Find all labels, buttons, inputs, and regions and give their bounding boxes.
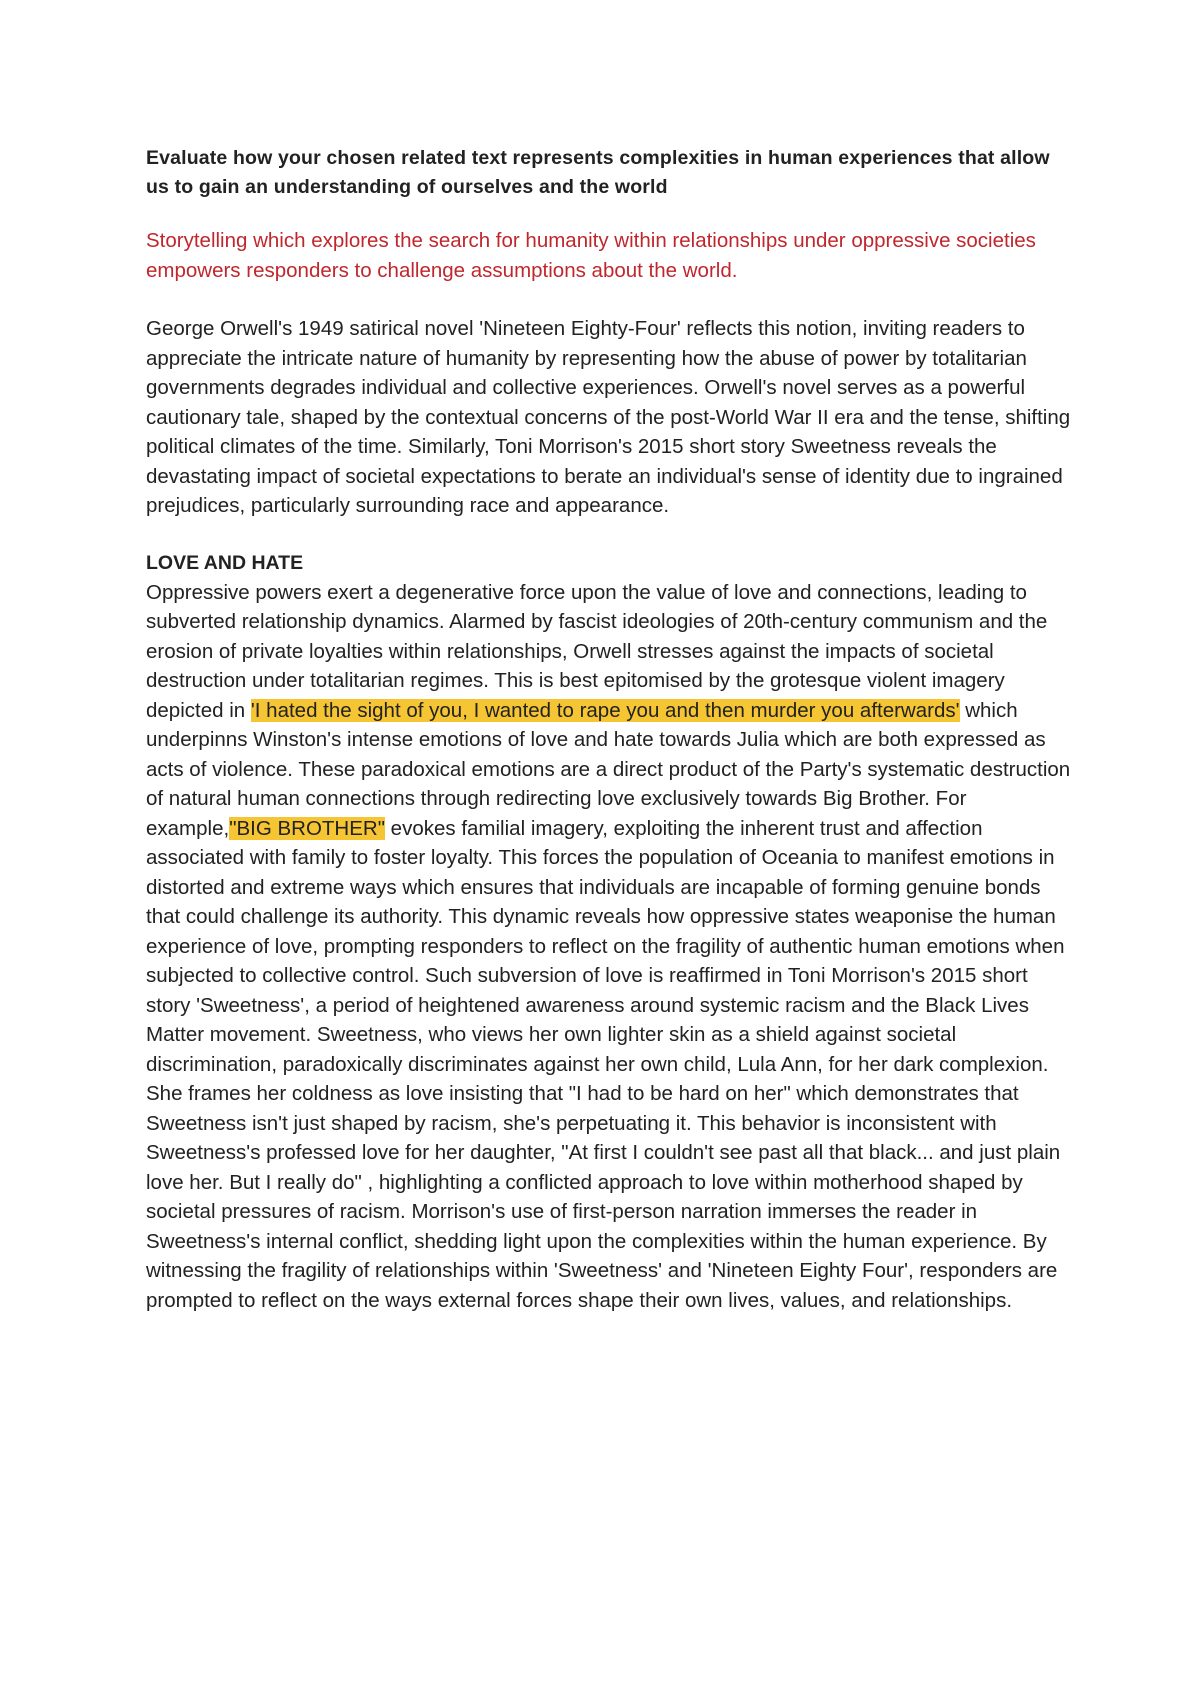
body-paragraph [146, 578, 1076, 1316]
highlighted-quote-1: 'I hated the sight of you, I wanted to rape you and then murder you afterwards' [250, 698, 960, 722]
document-page [146, 144, 1076, 1315]
body-text-part-1: Oppressive powers exert a degenerative force upon the value of love and connections, leading to subverted relationship dynamics. Alarmed by fascist ideologies of 20th-century communism and the erosion of private loyalties within relationships, Orwell stresses against the impacts of societal destruction under totalitarian regimes. This is best epitomised by the grotesque violent imagery depicted in [146, 580, 1048, 722]
intro-paragraph: George Orwell's 1949 satirical novel 'Nineteen Eighty-Four' reflects this notion, inviting readers to appreciate the intricate nature of humanity by representing how the abuse of power by totalitarian governments degrades individual and collective experiences. Orwell's novel serves as a powerful cautionary tale, shaped by the contextual concerns of the post-World War II era and the tense, shifting political climates of the time. Similarly, Toni Morrison's 2015 short story Sweetness reveals the devastating impact of societal expectations to berate an individual's sense of identity due to ingrained prejudices, particularly surrounding race and appearance. [146, 317, 1071, 517]
highlighted-quote-2: "BIG BROTHER" [229, 816, 385, 840]
section-heading: LOVE AND HATE [146, 551, 304, 574]
body-text-part-3: evokes familial imagery, exploiting the inherent trust and affection associated with family to foster loyalty. This forces the population of Oceania to manifest emotions in distorted and extreme ways which ensures that individuals are incapable of forming genuine bonds that could challenge its authority. This dynamic reveals how oppressive states weaponise the human experience of love, prompting responders to reflect on the fragility of authentic human emotions when subjected to collective control. Such subversion of love is reaffirmed in Toni Morrison's 2015 short story 'Sweetness', a period of heightened awareness around systemic racism and the Black Lives Matter movement. Sweetness, who views her own lighter skin as a shield against societal discrimination, paradoxically discriminates against her own child, Lula Ann, for her dark complexion. She frames her coldness as love insisting that "I had to be hard on her" which demonstrates that Sweetness isn't just shaped by racism, she's perpetuating it. This behavior is inconsistent with Sweetness's professed love for her daughter, "At first I couldn't see past all that black... and just plain love her. But I really do" , highlighting a conflicted approach to love within motherhood shaped by societal pressures of racism. Morrison's use of first-person narration immerses the reader in Sweetness's internal conflict, shedding light upon the complexities within the human experience. By witnessing the fragility of relationships within 'Sweetness' and 'Nineteen Eighty Four', responders are prompted to reflect on the ways external forces shape their own lives, values, and relationships. [146, 816, 1065, 1312]
essay-question: Evaluate how your chosen related text represents complexities in human experiences that allow us to gain an understanding of ourselves and the world [146, 147, 1050, 198]
body-text-part-2: which underpinns Winston's intense emotions of love and hate towards Julia which are both expressed as acts of violence. These paradoxical emotions are a direct product of the Party's systematic destruction of natural human connections through redirecting love exclusively towards Big Brother. For example, [146, 698, 1071, 840]
thesis-statement: Storytelling which explores the search for humanity within relationships under oppressive societies empowers responders to challenge assumptions about the world. [146, 229, 1036, 282]
